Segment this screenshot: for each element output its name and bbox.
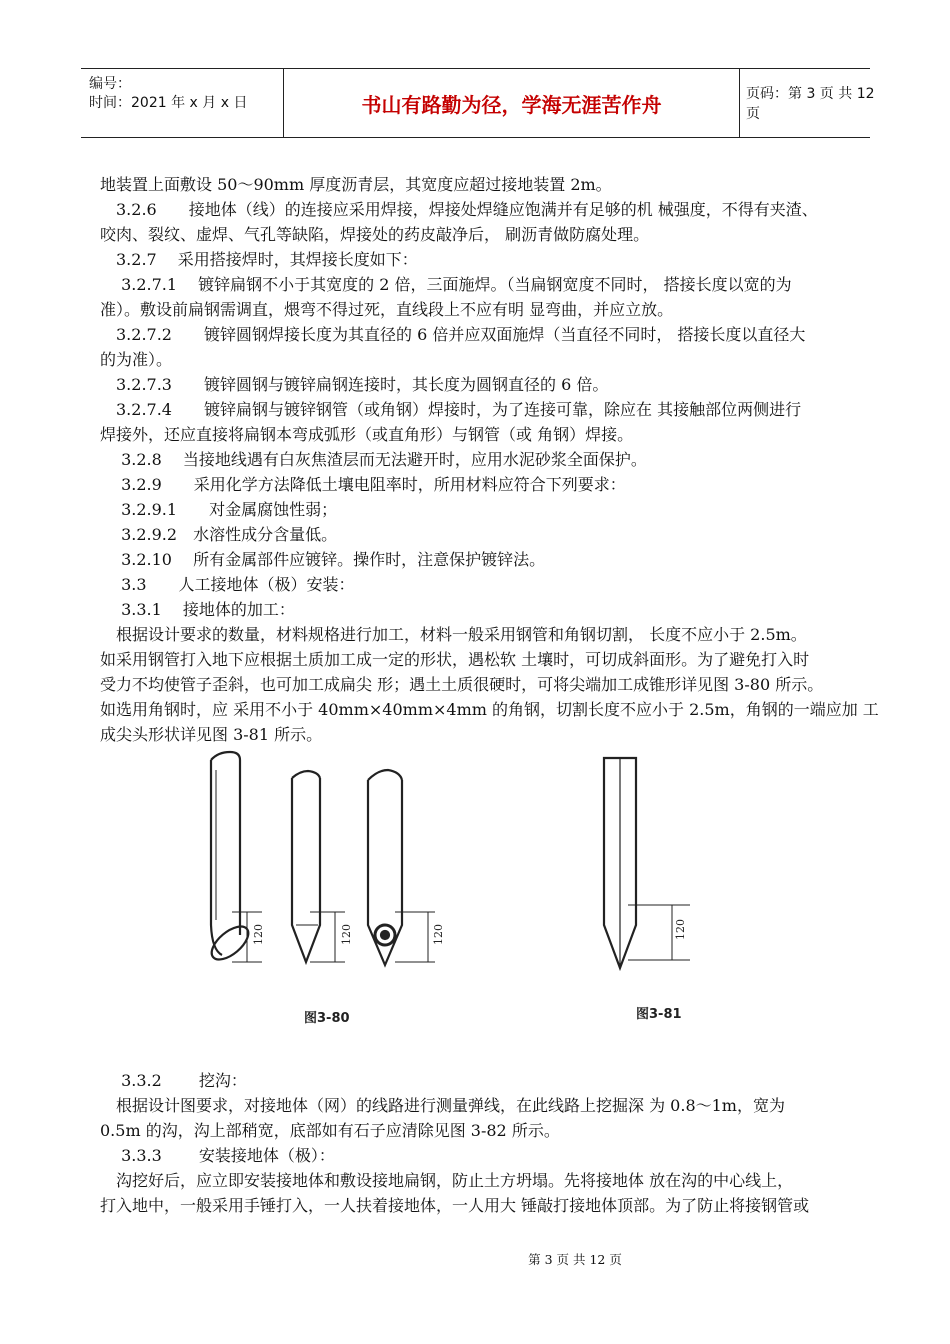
body-line: 如采用钢管打入地下应根据土质加工成一定的形状，遇松软 土壤时，可切成斜面形。为了避免打入时 — [100, 650, 810, 669]
header-meta-cell — [81, 69, 284, 137]
body-line: 成尖头形状详见图 3-81 所示。 — [100, 725, 323, 744]
body-line: 3.2.7.1 镀锌扁钢不小于其宽度的 2 倍，三面施焊。（当扁钢宽度不同时， 搭接长度以宽的为 — [100, 275, 792, 294]
body-line: 0.5m 的沟，沟上部稍宽，底部如有石子应清除见图 3-82 所示。 — [100, 1121, 560, 1140]
pipe-flat-tip — [292, 771, 320, 962]
body-line: 的为准）。 — [100, 350, 173, 369]
body-line: 3.3.3 安装接地体（极）： — [100, 1146, 335, 1165]
motto-cell — [284, 69, 740, 137]
body-line: 3.2.7.3 镀锌圆钢与镀锌扁钢连接时，其长度为圆钢直径的 6 倍。 — [100, 375, 609, 394]
dim-label: 120 — [674, 919, 687, 940]
body-line: 根据设计图要求，对接地体（网）的线路进行测量弹线，在此线路上挖掘深 为 0.8～1m，宽为 — [100, 1096, 785, 1115]
footer-page-number: 第 3 页 共 12 页 — [528, 1252, 622, 1267]
body-line: 3.2.9.1 对金属腐蚀性弱； — [100, 500, 338, 519]
body-line: 3.3.2 挖沟： — [100, 1071, 247, 1090]
dim-label: 120 — [340, 924, 353, 945]
number-label: 编号： — [89, 76, 131, 92]
body-line: 地装置上面敷设 50～90mm 厚度沥青层，其宽度应超过接地装置 2m。 — [100, 175, 612, 194]
body-line: 3.2.7.2 镀锌圆钢焊接长度为其直径的 6 倍并应双面施焊（当直径不同时， 搭接长度以直径大 — [100, 325, 806, 344]
dim-label: 120 — [432, 924, 445, 945]
figure-caption-left: 图3-80 — [304, 1011, 350, 1026]
body-line: 根据设计要求的数量，材料规格进行加工，材料一般采用钢管和角钢切割， 长度不应小于 2.5m。 — [100, 625, 807, 644]
body-line: 3.2.8 当接地线遇有白灰焦渣层而无法避开时，应用水泥砂浆全面保护。 — [100, 450, 647, 469]
page-footer — [0, 1250, 950, 1268]
body-line: 3.3 人工接地体（极）安装： — [100, 575, 355, 594]
body-line: 3.2.7.4 镀锌扁钢与镀锌钢管（或角钢）焊接时，为了连接可靠，除应在 其接触部位两侧进行 — [100, 400, 802, 419]
page-info-text: 页码：第 3 页 共 12 页 — [746, 86, 875, 122]
angle-steel — [604, 758, 636, 968]
body-line: 3.2.7 采用搭接焊时，其焊接长度如下： — [100, 250, 418, 269]
body-line: 受力不均使管子歪斜，也可加工成扁尖 形；遇土土质很硬时，可将尖端加工成锥形详见图 3-80 所示。 — [100, 675, 824, 694]
page-info-cell — [740, 69, 876, 137]
body-line: 沟挖好后，应立即安装接地体和敷设接地扁钢，防止土方坍塌。先将接地体 放在沟的中心线上， — [100, 1171, 794, 1190]
body-line: 3.2.9 采用化学方法降低土壤电阻率时，所用材料应符合下列要求： — [100, 475, 626, 494]
body-line: 3.3.1 接地体的加工： — [100, 600, 295, 619]
body-line: 焊接外，还应直接将扁钢本弯成弧形（或直角形）与钢管（或 角钢）焊接。 — [100, 425, 634, 444]
body-line: 打入地中，一般采用手锤打入，一人扶着接地体，一人用大 锤敲打接地体顶部。为了防止将接钢管或 — [100, 1196, 810, 1215]
time-label: 时间：2021 年 x 月 x 日 — [89, 95, 248, 111]
dim-label: 120 — [252, 924, 265, 945]
body-line: 3.2.6 接地体（线）的连接应采用焊接，焊接处焊缝应饱满并有足够的机 械强度，不得有夹渣、 — [100, 200, 818, 219]
body-line: 如选用角钢时，应 采用不小于 40mm×40mm×4mm 的角钢，切割长度不应小于 2.5m，角钢的一端应加 工 — [100, 700, 879, 719]
body-line: 准）。敷设前扁钢需调直，煨弯不得过死，直线段上不应有明 显弯曲，并应立放。 — [100, 300, 674, 319]
body-line: 3.2.9.2 水溶性成分含量低。 — [100, 525, 338, 544]
figure-caption-right: 图3-81 — [636, 1007, 682, 1022]
dimension-lines — [232, 905, 690, 962]
body-line: 3.2.10 所有金属部件应镀锌。操作时，注意保护镀锌法。 — [100, 550, 546, 569]
page-header — [81, 68, 875, 138]
body-line: 咬肉、裂纹、虚焊、气孔等缺陷，焊接处的药皮敲净后， 刷沥青做防腐处理。 — [100, 225, 650, 244]
pipe-bevel-cut — [206, 752, 254, 966]
pipe-cone-tip — [368, 770, 402, 965]
motto-text: 书山有路勤为径，学海无涯苦作舟 — [361, 92, 662, 117]
